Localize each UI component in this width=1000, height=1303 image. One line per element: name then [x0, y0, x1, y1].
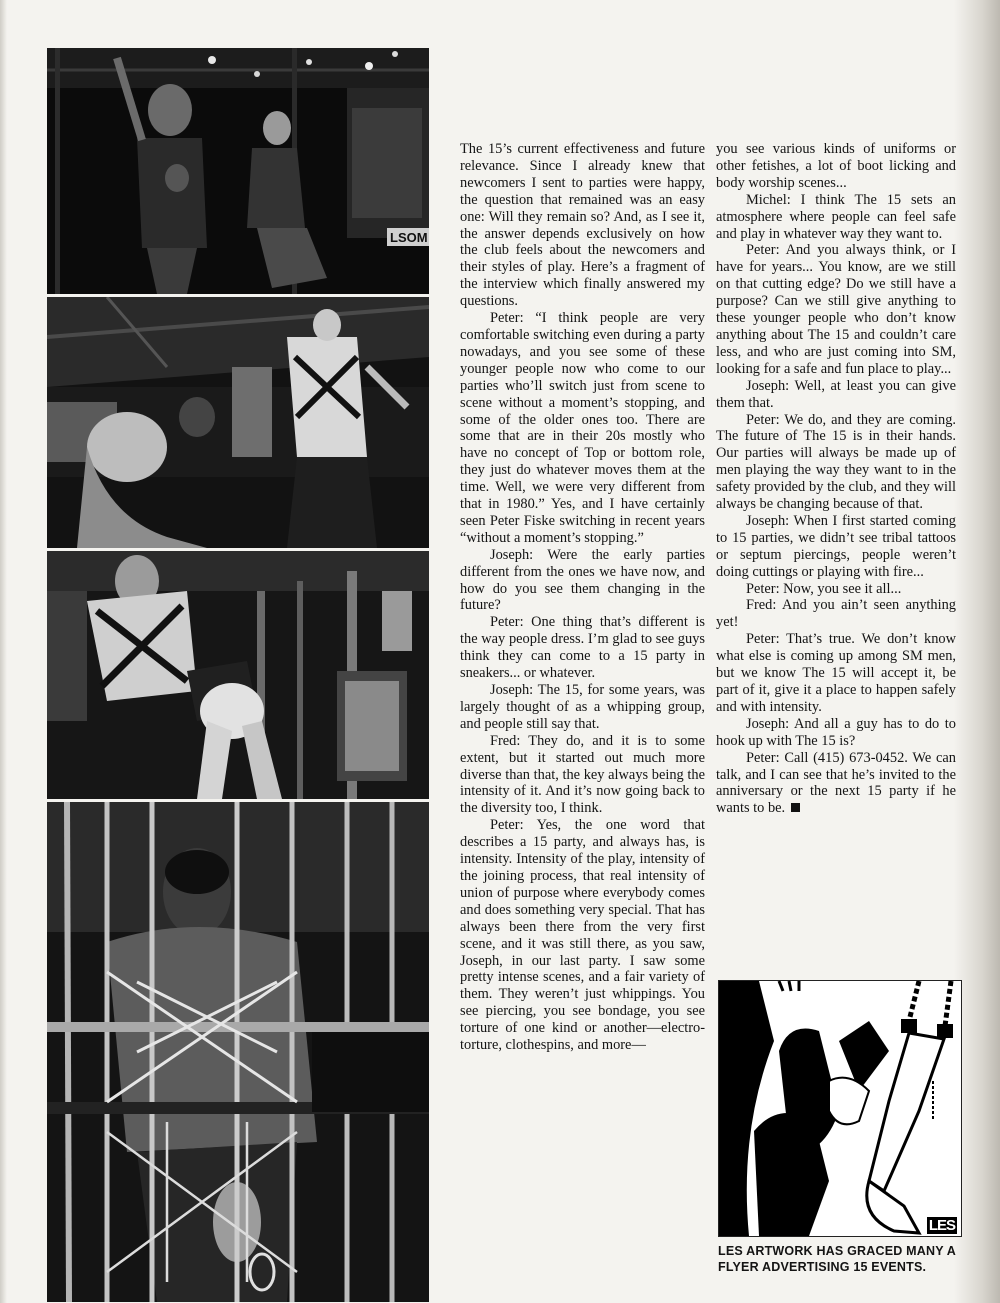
- paragraph: Fred: And you ain’t seen anything yet!: [716, 597, 956, 631]
- article-column-1: [460, 141, 705, 1054]
- les-artwork-illustration: [718, 980, 962, 1237]
- paragraph: Peter: Yes, the one word that describes a 15 party, and always has, is intensity. Intensity of the play, intensity of the joining process, that real intensity of union of purpose where everybody comes and does something very special. That has always been there from the very first scene, and it was still there, as you saw, Joseph, in our last party. I saw some pretty intense scenes, and a fair variety of them. They weren’t just whippings. You see piercing, you see bondage, you see torture of one kind or another—electro-torture, clothespins, and more—: [460, 817, 705, 1054]
- paragraph: Peter: And you always think, or I have for years... You know, are we still on that cutting edge? Do we still have a purpose? Can we still give anything to these younger people who don’t know anything about The 15 and couldn’t care less, and who are just coming into SM, looking for a safe and fun place to play...: [716, 242, 956, 377]
- photo-3: [47, 551, 429, 799]
- paragraph: Peter: We do, and they are coming. The future of The 15 is in their hands. Our parties will always be made up of men playing the way they want to in the safety provided by the club, and they will always be changing because of that.: [716, 411, 956, 513]
- paragraph: Peter: “I think people are very comfortable switching even during a party nowadays, and you see some of these younger people now who come to our parties who’ll switch just from scene to scene without a moment’s stopping, and some of the older ones too. There are some that are in their 20s mostly who have no concept of Top or bottom role, they just do whatever moves them at the time. Well, we were very different from that in 1980.” Yes, and I have certainly seen Peter Fiske switching in recent years “without a moment’s stopping.”: [460, 310, 705, 546]
- paragraph: Joseph: The 15, for some years, was largely thought of as a whipping group, and people still say that.: [460, 682, 705, 732]
- article-column-2: [716, 141, 956, 817]
- paragraph: Peter: Now, you see it all...: [746, 580, 902, 597]
- paragraph: Fred: They do, and it is to some extent, but it started out much more diverse than that, the key always being the intensity of it. And it’s now going back to the diversity too, I think.: [460, 732, 705, 817]
- paragraph: Peter: That’s true. We don’t know what else is coming up among SM men, but we know The 15 will accept it, be part of it, give it a place to happen safely and with intensity.: [716, 631, 956, 715]
- photo-1-sign-text: LSOM: [390, 230, 428, 245]
- closing-paragraph-text: Peter: Call (415) 673-0452. We can talk, and I can see that he’s invited to the anniversary or the next 15 party if he wants to be.: [716, 749, 956, 817]
- paragraph: Joseph: Well, at least you can give them that.: [716, 377, 956, 411]
- artwork-caption: LES ARTWORK HAS GRACED MANY A FLYER ADVERTISING 15 EVENTS.: [718, 1244, 956, 1274]
- paragraph: Joseph: Were the early parties different from the ones we have now, and how do you see them changing in the future?: [460, 546, 705, 614]
- paragraph: The 15’s current effectiveness and future relevance. Since I already knew that newcomers I sent to parties were happy, the question that remained was an easy one: Will they remain so? And, as I see it, the answer depends exclusively on how the club feels about the newcomers and their styles of play. Here’s a fragment of the interview which finally answered my questions.: [460, 141, 705, 310]
- end-of-article-mark: [791, 803, 800, 812]
- paragraph: Joseph: And all a guy has to do to hook up with The 15 is?: [716, 715, 956, 749]
- photo-2: [47, 297, 429, 548]
- page-binding-edge: [0, 0, 7, 1303]
- paragraph: you see various kinds of uniforms or other fetishes, a lot of boot licking and body worship scenes...: [716, 141, 956, 191]
- photo-4: [47, 802, 429, 1302]
- paragraph: Joseph: When I first started coming to 15 parties, we didn’t see tribal tattoos or septum piercings, people weren’t doing cuttings or playing with fire...: [716, 512, 956, 580]
- paragraph: Peter: One thing that’s different is the way people dress. I’m glad to see guys think they can come to a 15 party in sneakers... or whatever.: [460, 614, 705, 682]
- artwork-signature: LES: [928, 1217, 955, 1234]
- closing-paragraph: [716, 750, 956, 818]
- photo-1: [47, 48, 429, 294]
- paragraph: Michel: I think The 15 sets an atmosphere where people can feel safe and play in whatever way they want to.: [716, 191, 956, 242]
